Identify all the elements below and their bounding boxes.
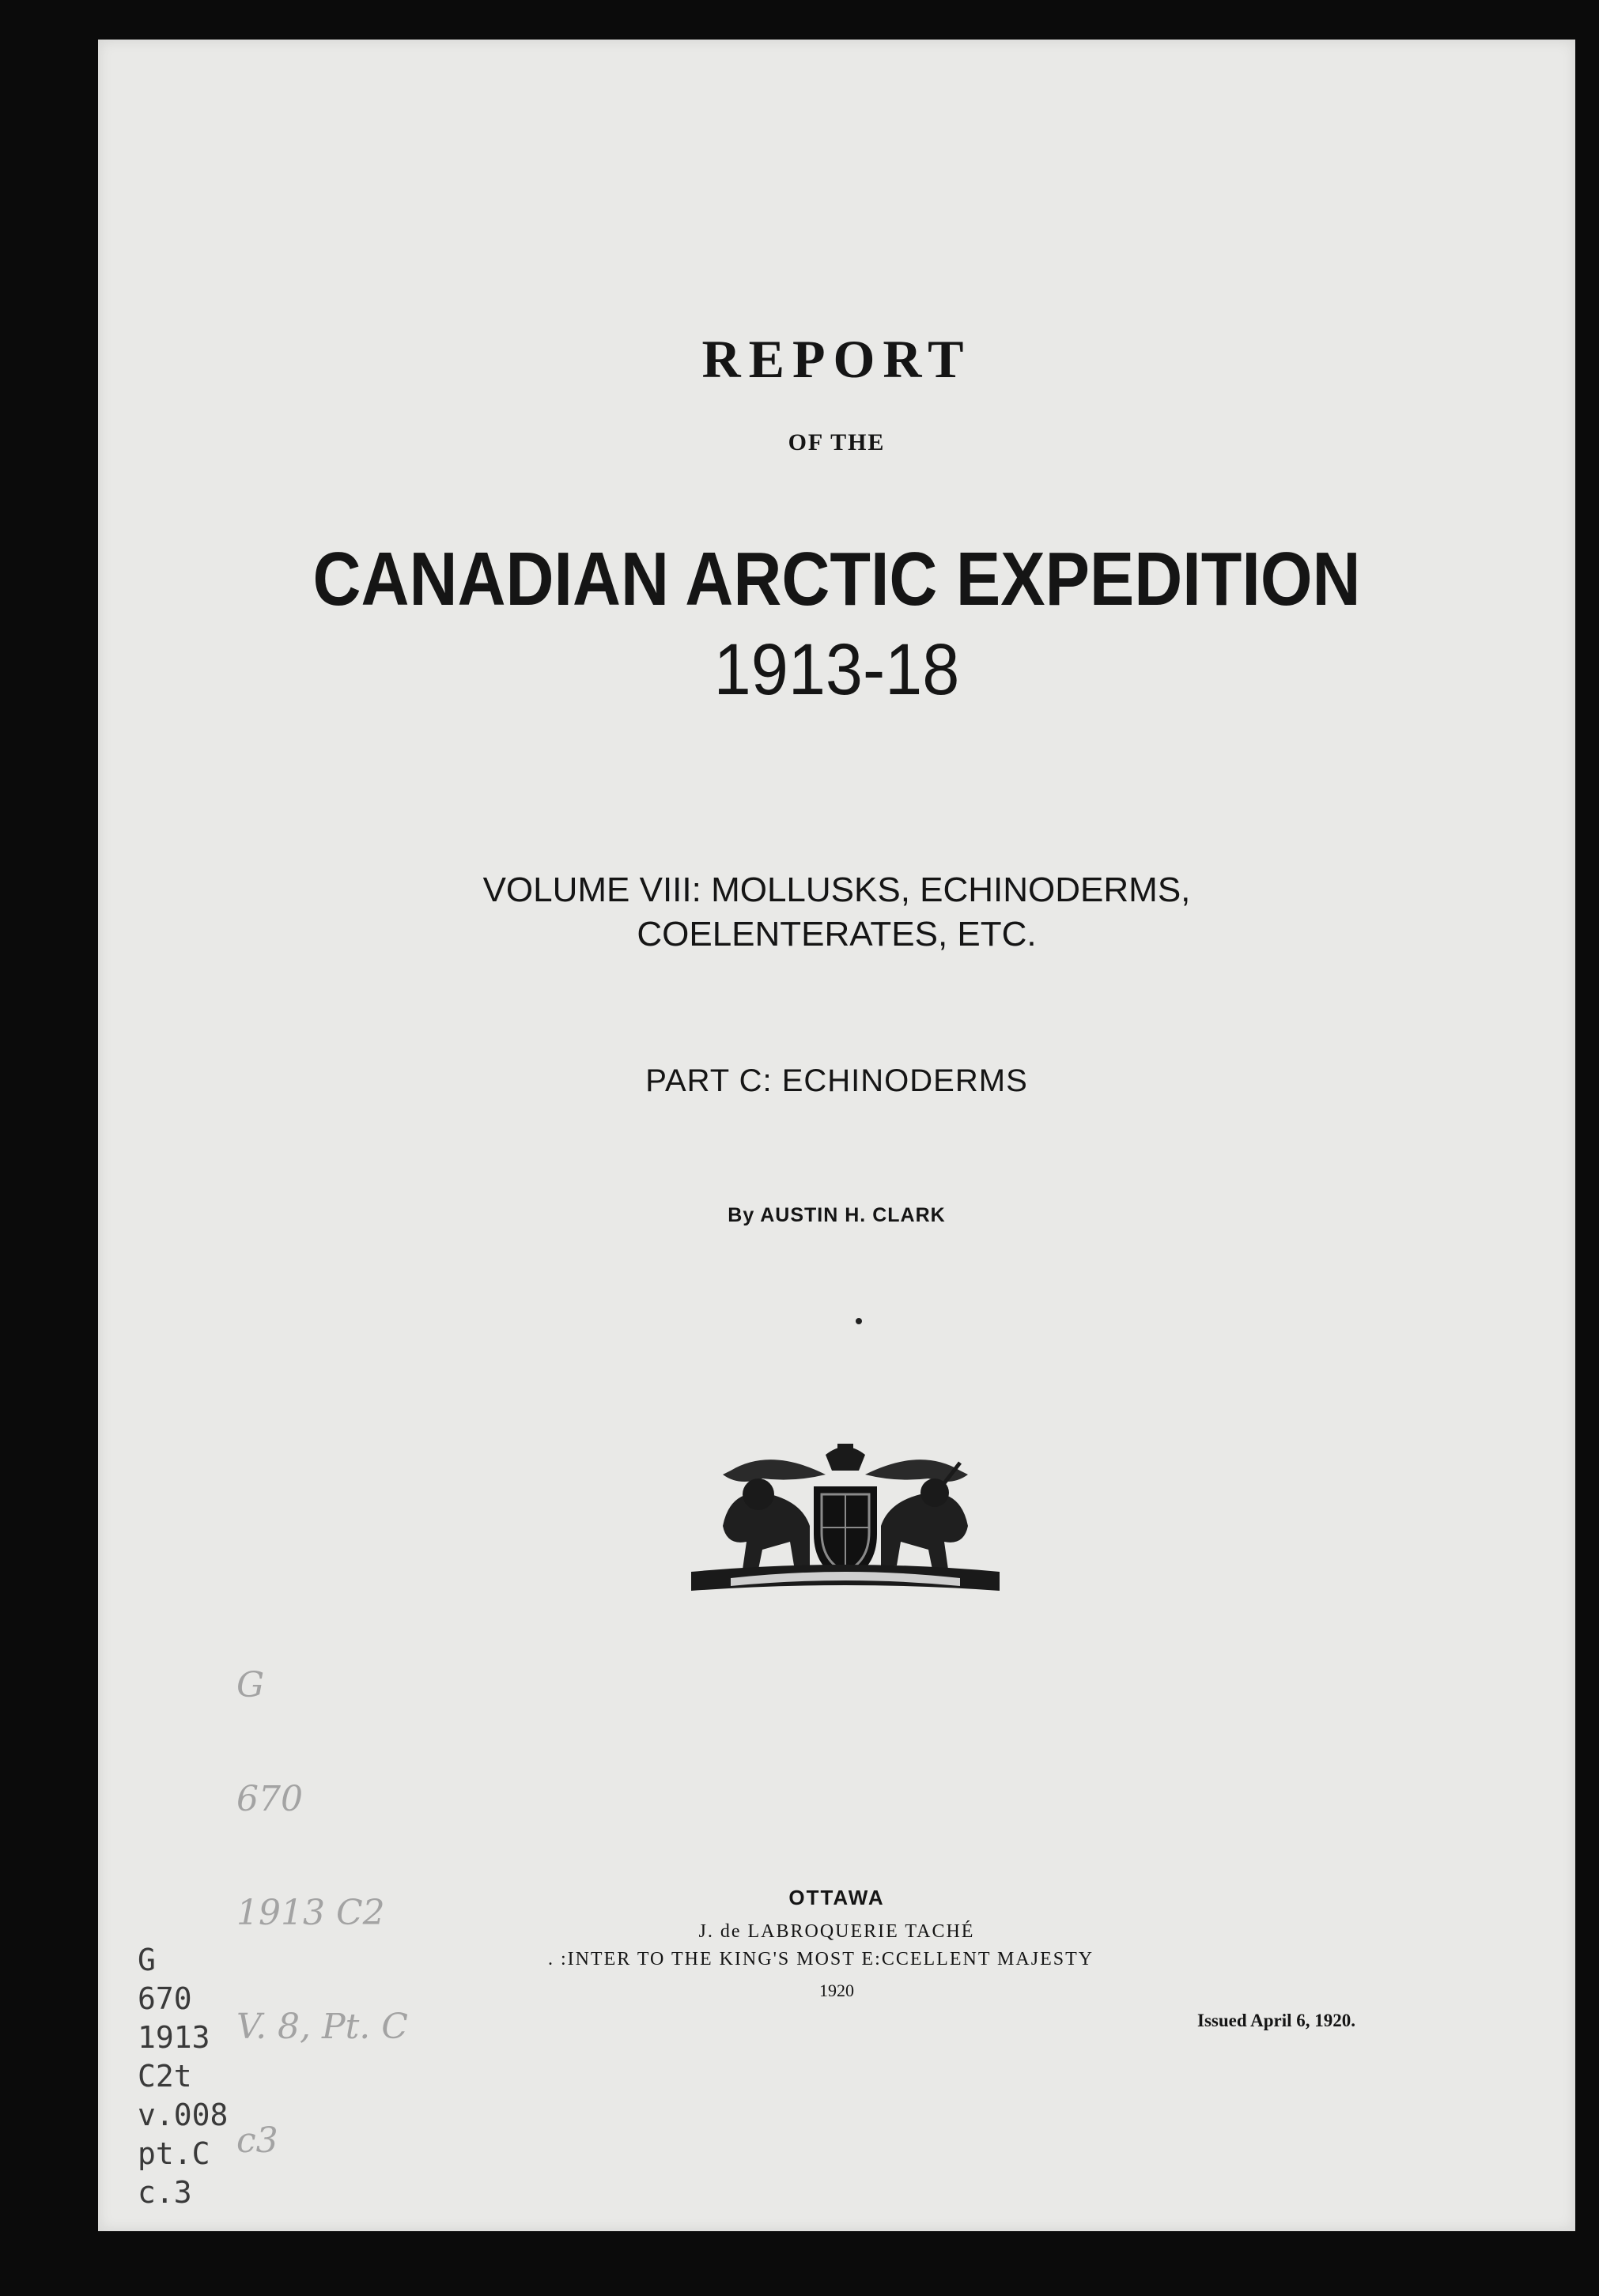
- handwritten-line: V. 8, Pt. C: [236, 2007, 408, 2047]
- callnum-line: 1913: [138, 2020, 210, 2055]
- stamped-call-number: [138, 1941, 228, 2212]
- royal-coat-of-arms-icon: [683, 1439, 1007, 1597]
- callnum-line: pt.C: [138, 2136, 210, 2171]
- title-page: [98, 40, 1575, 2231]
- printer-name: J. de LABROQUERIE TACHÉ: [698, 1921, 975, 1942]
- handwritten-call-number: [236, 1591, 408, 2236]
- report-heading: REPORT: [701, 329, 972, 389]
- expedition-years: 1913-18: [713, 629, 960, 710]
- callnum-line: c.3: [138, 2175, 192, 2210]
- expedition-title: CANADIAN ARCTIC EXPEDITION: [312, 537, 1361, 621]
- callnum-line: C2t: [138, 2059, 192, 2094]
- imprint-year: 1920: [819, 1981, 854, 2000]
- handwritten-line: 1913 C2: [236, 1893, 385, 1933]
- imprint-city: OTTAWA: [788, 1886, 885, 1909]
- volume-title: [98, 868, 1575, 957]
- handwritten-line: 670: [236, 1779, 303, 1819]
- handwritten-line: G: [236, 1665, 265, 1705]
- ink-dot: [856, 1318, 862, 1324]
- part-title: PART C: ECHINODERMS: [645, 1063, 1028, 1098]
- printer-title: . :INTER TO THE KING'S MOST E:CCELLENT MAJESTY: [547, 1949, 1094, 1969]
- of-the-text: OF THE: [788, 429, 886, 455]
- handwritten-line: c3: [236, 2120, 278, 2161]
- callnum-line: 670: [138, 1981, 192, 2016]
- volume-line-1: VOLUME VIII: MOLLUSKS, ECHINODERMS,: [482, 870, 1191, 909]
- callnum-line: G: [138, 1943, 156, 1977]
- issued-date: Issued April 6, 1920.: [1197, 2011, 1356, 2030]
- author-line: By AUSTIN H. CLARK: [728, 1204, 946, 1226]
- callnum-line: v.008: [138, 2098, 229, 2132]
- volume-line-2: COELENTERATES, ETC.: [637, 915, 1037, 954]
